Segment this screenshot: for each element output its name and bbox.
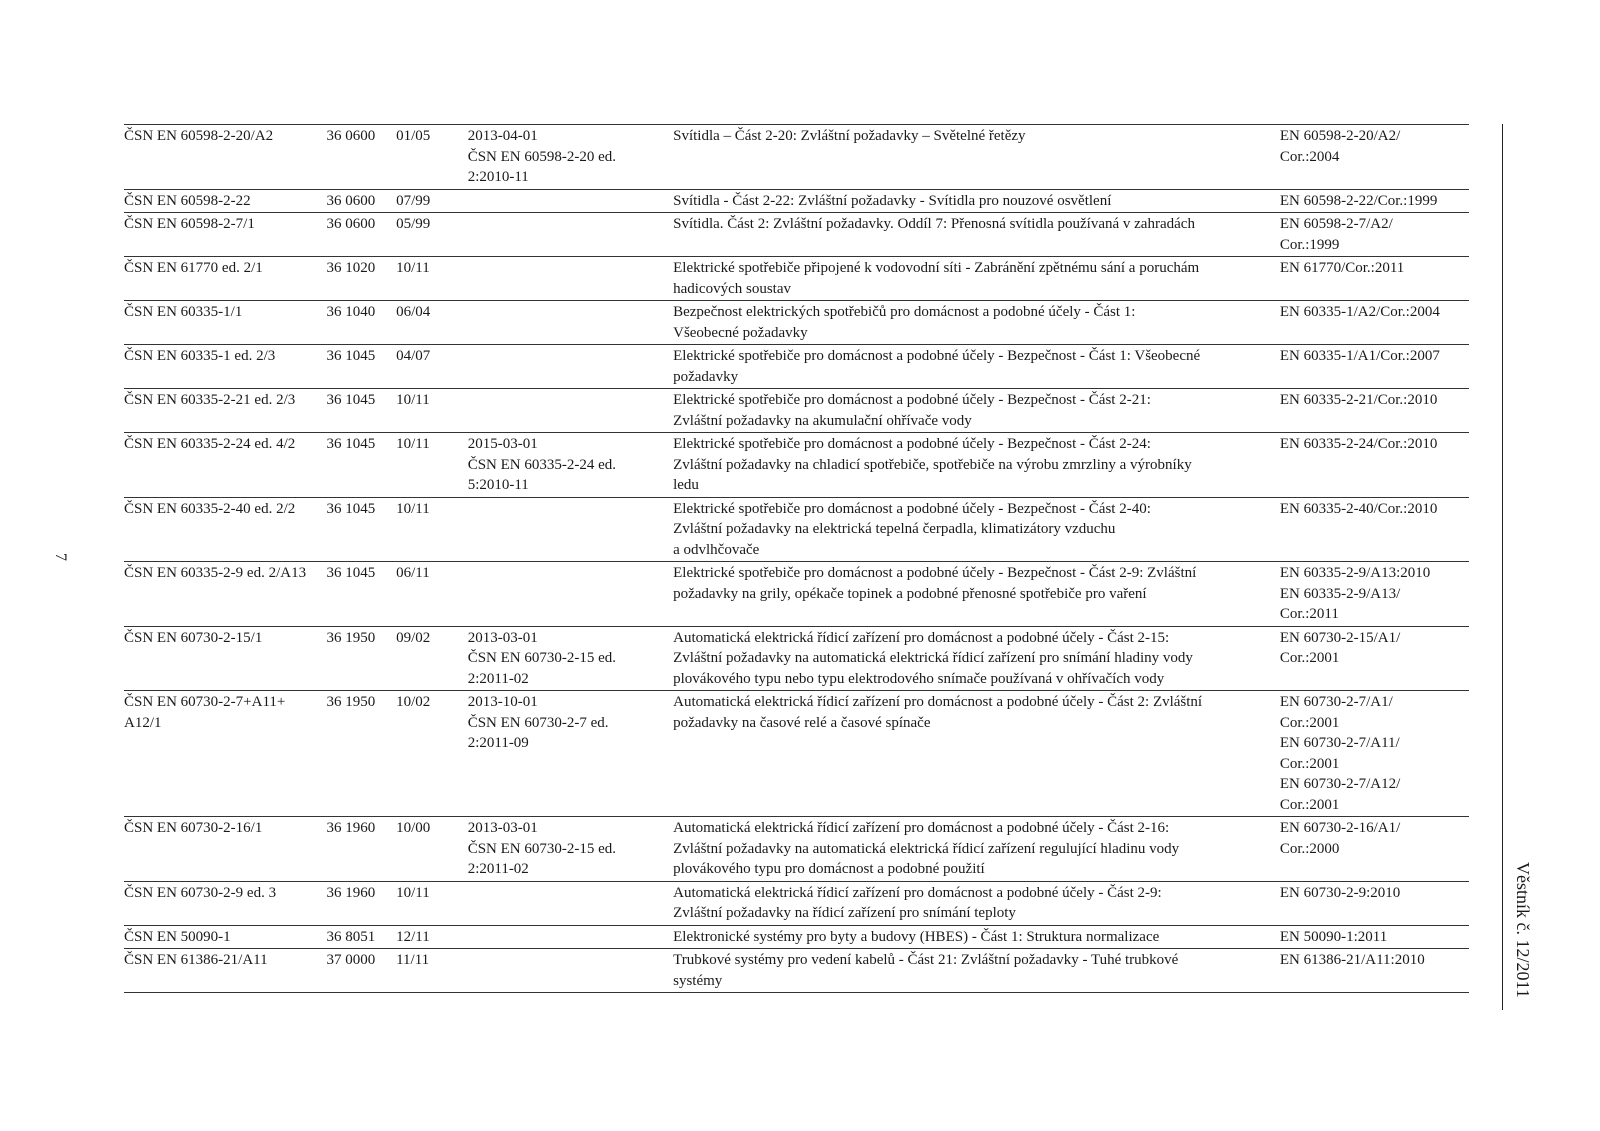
cell-title xyxy=(673,949,1280,993)
cell-title-line: Zvláštní požadavky na řídicí zařízení pro snímání teploty xyxy=(673,905,1016,921)
cell-en-reference-line: EN 60335-2-21/Cor.:2010 xyxy=(1279,392,1438,408)
cell-en-reference xyxy=(1280,301,1469,345)
cell-issue-date: 10/11 xyxy=(396,881,468,925)
table-row xyxy=(124,925,1469,949)
cell-withdrawal xyxy=(468,389,673,433)
cell-csn-code xyxy=(124,925,326,949)
cell-withdrawal xyxy=(468,817,673,882)
cell-class-mark: 36 1045 xyxy=(326,345,396,389)
cell-en-reference xyxy=(1280,626,1469,691)
table-row xyxy=(124,301,1469,345)
cell-en-reference xyxy=(1280,389,1469,433)
cell-withdrawal xyxy=(468,626,673,691)
cell-csn-code-line: ČSN EN 60598-2-7/1 xyxy=(124,216,255,232)
cell-csn-code-line: ČSN EN 60335-2-9 ed. 2/A13 xyxy=(124,565,307,581)
cell-en-reference-line: EN 60335-2-24/Cor.:2010 xyxy=(1279,436,1438,452)
cell-title xyxy=(673,389,1280,433)
cell-en-reference xyxy=(1280,433,1469,498)
cell-withdrawal-line: 2:2011-09 xyxy=(467,735,529,751)
cell-title xyxy=(673,189,1280,213)
cell-csn-code-line: ČSN EN 60730-2-16/1 xyxy=(124,820,263,836)
cell-class-mark: 36 1960 xyxy=(326,817,396,882)
cell-title-line: Elektrické spotřebiče pro domácnost a podobné účely - Bezpečnost - Část 2-40: xyxy=(673,500,1151,517)
cell-title-line: Automatická elektrická řídicí zařízení pro domácnost a podobné účely - Část 2-16: xyxy=(673,820,1170,836)
cell-withdrawal xyxy=(468,345,673,389)
cell-en-reference-line: EN 60730-2-9:2010 xyxy=(1279,884,1401,901)
cell-csn-code xyxy=(124,301,326,345)
cell-title xyxy=(673,345,1280,389)
cell-title xyxy=(673,817,1280,882)
cell-en-reference-line: Cor.:2001 xyxy=(1279,650,1340,666)
cell-csn-code-line: ČSN EN 60335-2-40 ed. 2/2 xyxy=(124,500,296,517)
cell-csn-code xyxy=(124,881,326,925)
cell-withdrawal xyxy=(468,257,673,301)
cell-title-line: požadavky na časové relé a časové spínače xyxy=(673,714,931,731)
cell-en-reference-line: EN 60730-2-15/A1/ xyxy=(1279,629,1401,646)
cell-en-reference-line: EN 60730-2-7/A12/ xyxy=(1279,776,1401,792)
cell-withdrawal-line: 2:2011-02 xyxy=(467,861,529,877)
cell-csn-code xyxy=(124,497,326,562)
standards-table xyxy=(124,124,1469,993)
cell-en-reference-line: EN 60598-2-20/A2/ xyxy=(1279,128,1401,144)
cell-csn-code xyxy=(124,213,326,257)
cell-class-mark: 36 8051 xyxy=(326,925,396,949)
cell-withdrawal-line: ČSN EN 60730-2-15 ed. xyxy=(467,650,617,666)
cell-csn-code xyxy=(124,562,326,627)
cell-csn-code-line: ČSN EN 60598-2-20/A2 xyxy=(124,128,274,144)
cell-withdrawal xyxy=(468,925,673,949)
cell-en-reference xyxy=(1280,691,1469,817)
cell-title xyxy=(673,881,1280,925)
cell-withdrawal xyxy=(468,189,673,213)
cell-title-line: Zvláštní požadavky na automatická elektrická řídicí zařízení pro snímání hladiny vody xyxy=(673,650,1193,666)
cell-title xyxy=(673,691,1280,817)
cell-issue-date: 07/99 xyxy=(396,189,468,213)
cell-issue-date: 10/11 xyxy=(396,497,468,562)
cell-issue-date: 10/11 xyxy=(396,433,468,498)
cell-en-reference-line: EN 60335-1/A1/Cor.:2007 xyxy=(1279,348,1440,364)
cell-withdrawal xyxy=(468,433,673,498)
cell-title xyxy=(673,301,1280,345)
cell-en-reference xyxy=(1280,257,1469,301)
cell-en-reference xyxy=(1280,345,1469,389)
table-row xyxy=(124,881,1469,925)
cell-withdrawal-line: 2013-03-01 xyxy=(467,820,538,836)
cell-title-line: Elektronické systémy pro byty a budovy (HBES) - Část 1: Struktura normalizace xyxy=(673,928,1160,945)
page-number: 7 xyxy=(52,553,69,561)
table-row xyxy=(124,817,1469,882)
cell-csn-code xyxy=(124,389,326,433)
cell-title-line: Automatická elektrická řídicí zařízení pro domácnost a podobné účely - Část 2-15: xyxy=(673,629,1170,646)
cell-withdrawal xyxy=(468,691,673,817)
cell-csn-code-line: ČSN EN 60730-2-9 ed. 3 xyxy=(124,884,277,901)
cell-issue-date: 12/11 xyxy=(396,925,468,949)
cell-csn-code-line: ČSN EN 60335-1/1 xyxy=(124,304,243,320)
cell-title xyxy=(673,213,1280,257)
cell-csn-code xyxy=(124,817,326,882)
cell-en-reference xyxy=(1280,881,1469,925)
table-row xyxy=(124,691,1469,817)
side-header: Věstník č. 12/2011 xyxy=(1513,862,1533,998)
cell-en-reference-line: Cor.:2001 xyxy=(1279,714,1340,731)
cell-issue-date: 10/00 xyxy=(396,817,468,882)
side-divider xyxy=(1502,124,1503,1010)
cell-title-line: Automatická elektrická řídicí zařízení pro domácnost a podobné účely - Část 2-9: xyxy=(673,884,1162,901)
cell-issue-date: 11/11 xyxy=(396,949,468,993)
table-row xyxy=(124,345,1469,389)
cell-withdrawal-line: ČSN EN 60730-2-15 ed. xyxy=(467,840,617,857)
cell-en-reference xyxy=(1280,925,1469,949)
cell-title-line: Svítidla. Část 2: Zvláštní požadavky. Oddíl 7: Přenosná svítidla používaná v zahradách xyxy=(673,216,1195,232)
cell-class-mark: 36 1045 xyxy=(326,389,396,433)
cell-class-mark: 36 0600 xyxy=(326,125,396,190)
cell-en-reference-line: EN 60730-2-7/A11/ xyxy=(1279,735,1400,751)
cell-en-reference-line: EN 50090-1:2011 xyxy=(1279,928,1388,945)
cell-issue-date: 09/02 xyxy=(396,626,468,691)
cell-withdrawal-line: ČSN EN 60730-2-7 ed. xyxy=(467,714,609,731)
table-row xyxy=(124,189,1469,213)
cell-class-mark: 36 1960 xyxy=(326,881,396,925)
cell-title-line: hadicových soustav xyxy=(673,280,791,297)
cell-issue-date: 04/07 xyxy=(396,345,468,389)
cell-issue-date: 06/11 xyxy=(396,562,468,627)
cell-csn-code-line: ČSN EN 60730-2-15/1 xyxy=(124,629,263,646)
cell-en-reference-line: EN 60730-2-16/A1/ xyxy=(1279,820,1401,836)
cell-title-line: Svítidla – Část 2-20: Zvláštní požadavky – Světelné řetězy xyxy=(673,128,1026,144)
cell-issue-date: 10/02 xyxy=(396,691,468,817)
cell-title-line: Zvláštní požadavky na akumulační ohřívače vody xyxy=(673,412,972,429)
cell-title xyxy=(673,497,1280,562)
cell-title xyxy=(673,626,1280,691)
cell-withdrawal-line: ČSN EN 60598-2-20 ed. xyxy=(467,148,617,165)
cell-issue-date: 01/05 xyxy=(396,125,468,190)
cell-csn-code-line: ČSN EN 60598-2-22 xyxy=(124,192,251,209)
table-row xyxy=(124,949,1469,993)
cell-class-mark: 37 0000 xyxy=(326,949,396,993)
cell-en-reference-line: Cor.:2000 xyxy=(1279,840,1340,857)
cell-en-reference xyxy=(1280,817,1469,882)
cell-title-line: požadavky na grily, opékače topinek a podobné přenosné spotřebiče pro vaření xyxy=(673,585,1147,602)
cell-withdrawal xyxy=(468,125,673,190)
cell-withdrawal-line: 2015-03-01 xyxy=(467,436,538,452)
cell-issue-date: 10/11 xyxy=(396,389,468,433)
cell-title-line: Elektrické spotřebiče pro domácnost a podobné účely - Bezpečnost - Část 2-24: xyxy=(673,436,1151,452)
cell-en-reference-line: EN 61770/Cor.:2011 xyxy=(1279,260,1405,276)
cell-withdrawal xyxy=(468,497,673,562)
cell-csn-code-line: ČSN EN 60335-2-21 ed. 2/3 xyxy=(124,392,296,408)
cell-en-reference-line: EN 61386-21/A11:2010 xyxy=(1279,952,1425,968)
cell-class-mark: 36 1020 xyxy=(326,257,396,301)
cell-en-reference-line: EN 60335-1/A2/Cor.:2004 xyxy=(1279,304,1440,320)
cell-en-reference-line: EN 60598-2-7/A2/ xyxy=(1279,216,1393,232)
cell-en-reference-line: EN 60730-2-7/A1/ xyxy=(1279,694,1393,710)
cell-csn-code xyxy=(124,691,326,817)
cell-title-line: plovákového typu nebo typu elektrodového snímače používaná v ohřívačích vody xyxy=(673,670,1165,687)
cell-title xyxy=(673,562,1280,627)
cell-issue-date: 06/04 xyxy=(396,301,468,345)
cell-title-line: a odvlhčovače xyxy=(673,541,760,558)
cell-withdrawal xyxy=(468,881,673,925)
cell-title-line: Bezpečnost elektrických spotřebičů pro domácnost a podobné účely - Část 1: xyxy=(673,304,1136,320)
cell-title-line: ledu xyxy=(673,477,699,493)
table-row xyxy=(124,389,1469,433)
table-row xyxy=(124,626,1469,691)
table-row xyxy=(124,562,1469,627)
cell-csn-code xyxy=(124,345,326,389)
cell-title-line: Automatická elektrická řídicí zařízení pro domácnost a podobné účely - Část 2: Zvláštní xyxy=(673,694,1203,710)
cell-csn-code xyxy=(124,257,326,301)
cell-withdrawal-line: 2:2011-02 xyxy=(467,670,529,687)
cell-issue-date: 10/11 xyxy=(396,257,468,301)
cell-withdrawal-line: 2013-03-01 xyxy=(467,629,538,646)
cell-en-reference xyxy=(1280,562,1469,627)
cell-withdrawal-line: ČSN EN 60335-2-24 ed. xyxy=(467,456,617,473)
cell-title xyxy=(673,433,1280,498)
cell-title xyxy=(673,925,1280,949)
cell-withdrawal xyxy=(468,949,673,993)
cell-withdrawal-line: 2:2010-11 xyxy=(467,169,529,185)
cell-title-line: Všeobecné požadavky xyxy=(673,324,808,341)
cell-withdrawal xyxy=(468,213,673,257)
table-row xyxy=(124,125,1469,190)
cell-title-line: Elektrické spotřebiče pro domácnost a podobné účely - Bezpečnost - Část 1: Všeobecné xyxy=(673,348,1201,364)
cell-en-reference xyxy=(1280,189,1469,213)
cell-title-line: Zvláštní požadavky na chladicí spotřebiče, spotřebiče na výrobu zmrzliny a výrobníky xyxy=(673,456,1192,473)
cell-en-reference-line: EN 60335-2-9/A13/ xyxy=(1279,585,1401,602)
cell-class-mark: 36 0600 xyxy=(326,213,396,257)
cell-withdrawal-line: 5:2010-11 xyxy=(467,477,529,493)
cell-en-reference-line: EN 60335-2-40/Cor.:2010 xyxy=(1279,500,1438,517)
cell-title-line: Elektrické spotřebiče připojené k vodovodní síti - Zabránění zpětnému sání a poruchám xyxy=(673,260,1200,276)
cell-class-mark: 36 1950 xyxy=(326,626,396,691)
cell-title xyxy=(673,257,1280,301)
cell-csn-code xyxy=(124,189,326,213)
cell-title-line: Svítidla - Část 2-22: Zvláštní požadavky - Svítidla pro nouzové osvětlení xyxy=(673,192,1112,209)
cell-en-reference-line: Cor.:2004 xyxy=(1279,148,1340,165)
cell-en-reference-line: Cor.:2001 xyxy=(1279,755,1340,772)
cell-csn-code xyxy=(124,626,326,691)
cell-csn-code-line: ČSN EN 60730-2-7+A11+ xyxy=(124,694,286,710)
cell-csn-code-line: ČSN EN 61770 ed. 2/1 xyxy=(124,260,263,276)
cell-title-line: plovákového typu pro domácnost a podobné použití xyxy=(673,861,985,877)
cell-title-line: Zvláštní požadavky na elektrická tepelná čerpadla, klimatizátory vzduchu xyxy=(673,521,1116,537)
cell-en-reference xyxy=(1280,949,1469,993)
cell-csn-code-line: A12/1 xyxy=(124,714,162,731)
table-row xyxy=(124,497,1469,562)
cell-csn-code xyxy=(124,433,326,498)
cell-csn-code-line: ČSN EN 50090-1 xyxy=(124,928,231,945)
cell-class-mark: 36 1045 xyxy=(326,562,396,627)
cell-en-reference-line: Cor.:2011 xyxy=(1279,606,1339,622)
cell-issue-date: 05/99 xyxy=(396,213,468,257)
table-row xyxy=(124,257,1469,301)
cell-class-mark: 36 0600 xyxy=(326,189,396,213)
cell-en-reference xyxy=(1280,497,1469,562)
cell-en-reference xyxy=(1280,213,1469,257)
table-row xyxy=(124,433,1469,498)
cell-csn-code-line: ČSN EN 60335-1 ed. 2/3 xyxy=(124,348,276,364)
cell-csn-code-line: ČSN EN 60335-2-24 ed. 4/2 xyxy=(124,436,296,452)
cell-en-reference-line: EN 60598-2-22/Cor.:1999 xyxy=(1279,192,1438,209)
table-row xyxy=(124,213,1469,257)
cell-csn-code xyxy=(124,949,326,993)
cell-title-line: Zvláštní požadavky na automatická elektrická řídicí zařízení regulující hladinu vody xyxy=(673,840,1180,857)
cell-class-mark: 36 1950 xyxy=(326,691,396,817)
cell-title-line: požadavky xyxy=(673,368,739,385)
cell-csn-code-line: ČSN EN 61386-21/A11 xyxy=(124,952,268,968)
cell-title-line: Elektrické spotřebiče pro domácnost a podobné účely - Bezpečnost - Část 2-21: xyxy=(673,392,1151,408)
cell-withdrawal-line: 2013-04-01 xyxy=(467,128,538,144)
cell-title-line: systémy xyxy=(673,972,723,989)
cell-en-reference-line: EN 60335-2-9/A13:2010 xyxy=(1279,565,1431,581)
cell-en-reference-line: Cor.:1999 xyxy=(1279,236,1340,253)
cell-withdrawal-line: 2013-10-01 xyxy=(467,694,538,710)
cell-en-reference xyxy=(1280,125,1469,190)
cell-csn-code xyxy=(124,125,326,190)
cell-title-line: Trubkové systémy pro vedení kabelů - Část 21: Zvláštní požadavky - Tuhé trubkové xyxy=(673,952,1179,968)
cell-class-mark: 36 1045 xyxy=(326,497,396,562)
cell-class-mark: 36 1040 xyxy=(326,301,396,345)
cell-en-reference-line: Cor.:2001 xyxy=(1279,796,1340,813)
cell-withdrawal xyxy=(468,562,673,627)
cell-title-line: Elektrické spotřebiče pro domácnost a podobné účely - Bezpečnost - Část 2-9: Zvláštní xyxy=(673,565,1197,581)
cell-withdrawal xyxy=(468,301,673,345)
cell-class-mark: 36 1045 xyxy=(326,433,396,498)
cell-title xyxy=(673,125,1280,190)
